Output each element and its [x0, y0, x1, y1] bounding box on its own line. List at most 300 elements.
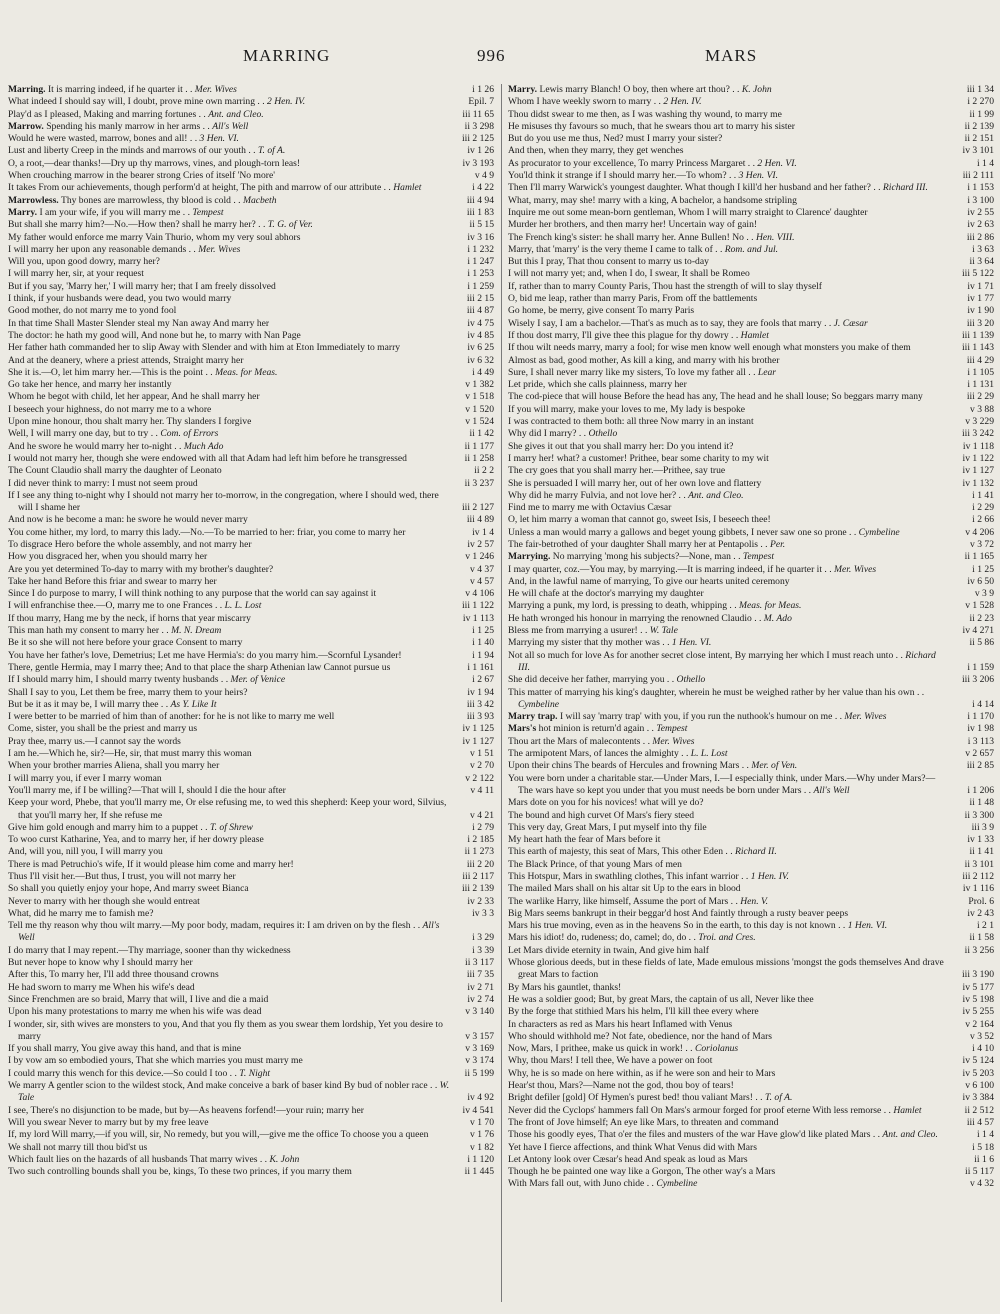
quotation-text: I think, if your husbands were dead, you two would marry [8, 293, 232, 305]
concordance-entry: Why did he marry Fulvia, and not love her? . . Ant. and Cleo. i 1 41 [508, 489, 994, 501]
line-citation: iv 1 98 [967, 723, 994, 735]
play-reference: Macbeth [242, 194, 277, 206]
quotation-text: The fair-betrothed of your daughter Shall marry her at Pentapolis [508, 538, 758, 550]
concordance-entry: This matter of marrying his king's daughter, wherein he must be weighed rather by her value than his own . . Cymbeline i 4 14 [508, 686, 994, 710]
concordance-entry: Marrying. No marrying 'mong his subjects?—None, man . . Tempest ii 1 165 [508, 551, 994, 563]
quotation-text: And he swore he would marry her to-night [8, 440, 172, 452]
line-citation: i 1 120 [467, 1153, 494, 1165]
concordance-entry: Those his goodly eyes, That o'er the files and musters of the war Have glow'd like plated Mars . . Ant. and Cleo. i 1 4 [508, 1129, 994, 1141]
concordance-entry: Lust and liberty Creep in the minds and marrows of our youth . . T. of A. iv 1 26 [8, 145, 494, 157]
concordance-entry [8, 662, 494, 674]
line-citation: iv 4 75 [467, 317, 494, 329]
play-reference: Cymbeline [656, 1178, 698, 1190]
play-reference: Troi. and Cres. [698, 932, 756, 944]
quotation-text: No marrying 'mong his subjects?—None, man [552, 551, 731, 563]
line-citation: iii 2 20 [466, 858, 494, 870]
line-citation: i 1 153 [967, 182, 994, 194]
concordance-entry [8, 158, 494, 170]
concordance-entry: Tell me thy reason why thou wilt marry.—My poor body, madam, requires it: I am driven on by the flesh . . All's Well i 3 29 [8, 920, 494, 944]
quotation-text: There, gentle Hermia, may I marry thee; And to that place the sharp Athenian law Cannot pursue us [8, 661, 391, 673]
concordance-entry [8, 711, 494, 723]
concordance-entry: As procurator to your excellence, To marry Princess Margaret . . 2 Hen. VI. i 1 4 [508, 157, 994, 169]
play-reference: M. Ado [763, 612, 792, 624]
concordance-entry [8, 687, 494, 699]
quotation-text: To woo curst Katharine, Yea, and to marry her, if her dowry please [8, 834, 264, 846]
concordance-entry: Would he were wasted, marrow, bones and all! . . 3 Hen. VI. iii 2 125 [8, 133, 494, 145]
line-citation: i 4 10 [972, 1043, 994, 1055]
line-citation: ii 1 273 [464, 846, 494, 858]
line-citation: ii 1 258 [464, 452, 494, 464]
headword: Marry trap. [508, 711, 558, 723]
quotation-text: If you will marry, make your loves to me, My lady is bespoke [508, 403, 746, 415]
line-citation: v 4 37 [470, 563, 494, 575]
concordance-entry [8, 281, 494, 293]
headword: Marry. [508, 84, 538, 95]
quotation-text: I do marry that I may repent.—Thy marriage, sooner than thy wickedness [8, 944, 291, 956]
concordance-entry: Mars's hot minion is return'd again . . Tempest iv 1 98 [508, 723, 994, 735]
quotation-text: We marry A gentler scion to the wildest stock, And make conceive a bark of baser kind By bud of nobler race [8, 1080, 428, 1092]
play-reference: Mer. of Ven. [751, 760, 798, 772]
quotation-text: I wonder, sir, sith wives are monsters to you, And that you fly them as you swear them lordship, Yet you desire to marry [8, 1018, 443, 1042]
quotation-text: But do you use me thus, Ned? must I marry your sister? [508, 133, 723, 145]
line-citation: iii 11 65 [462, 108, 494, 120]
concordance-entry [508, 281, 994, 293]
line-citation: iv 1 125 [462, 723, 494, 735]
quotation-text: Mars dote on you for his novices! what will ye do? [508, 797, 704, 809]
quotation-text: Shall I say to you, Let them be free, marry them to your heirs? [8, 686, 248, 698]
play-reference: 3 Hen. VI. [199, 133, 239, 145]
line-citation: ii 2 151 [964, 133, 994, 145]
concordance-entry [8, 391, 494, 403]
concordance-entry [508, 994, 994, 1006]
line-citation: ii 3 101 [964, 858, 994, 870]
concordance-entry [8, 1142, 494, 1154]
concordance-entry: This man hath my consent to marry her . . M. N. Dream i 1 25 [8, 625, 494, 637]
quotation-text: Since I do purpose to marry, I will think nothing to any purpose that the world can say against it [8, 588, 377, 600]
line-citation: iv 3 384 [962, 1092, 994, 1104]
concordance-entry: Marry. Lewis marry Blanch! O boy, then where art thou? . . K. John iii 1 34 [508, 84, 994, 95]
quotation-text: Mars his idiot! do, rudeness; do, camel; do, do [508, 932, 687, 944]
play-reference: Com. of Errors [160, 428, 219, 440]
play-reference: Rom. and Jul. [724, 243, 779, 255]
line-citation: iv 3 101 [962, 145, 994, 157]
line-citation: iv 6 25 [467, 342, 494, 354]
quotation-text: With Mars fall out, with Juno chide [508, 1178, 645, 1190]
quotation-text: Are you yet determined To-day to marry with my brother's daughter? [8, 563, 274, 575]
play-reference: J. Cæsar [833, 317, 868, 329]
concordance-entry: Mars his idiot! do, rudeness; do, camel; do, do . . Troi. and Cres. ii 1 58 [508, 932, 994, 944]
line-citation: i 5 18 [972, 1141, 994, 1153]
play-reference: Mer. Wives [652, 735, 695, 747]
line-citation: iv 5 177 [962, 981, 994, 993]
quotation-text: In characters as red as Mars his heart Inflamed with Venus [508, 1018, 733, 1030]
quotation-text: What indeed I should say will, I doubt, prove mine own marring [8, 96, 255, 108]
play-reference: Mer. Wives [844, 711, 887, 723]
quotation-text: I by vow am so embodied yours, That she which marries you must marry me [8, 1055, 303, 1067]
quotation-text: You'ld think it strange if I should marry her.—To whom? [508, 170, 727, 182]
line-citation: v 3 229 [965, 416, 994, 428]
quotation-text: She gives it out that you shall marry her: Do you intend it? [508, 440, 734, 452]
play-reference: Mer. Wives [194, 84, 237, 95]
concordance-entry [8, 846, 494, 858]
concordance-entry [8, 379, 494, 391]
line-citation: v 4 9 [474, 170, 494, 182]
quotation-text: I see, There's no disjunction to be made, but by—As heavens forfend!—your ruin; marry her [8, 1104, 364, 1116]
line-citation: iii 2 112 [962, 871, 994, 882]
quotation-text: Upon mine honour, thou shalt marry her. Thy slanders I forgive [8, 416, 252, 428]
line-citation: iv 1 77 [967, 293, 994, 305]
concordance-entry [8, 232, 494, 244]
line-citation: iv 1 90 [967, 305, 994, 317]
line-citation: iii 3 42 [466, 698, 494, 710]
play-reference: Tempest [742, 551, 775, 563]
line-citation: ii 2 2 [474, 465, 494, 477]
quotation-text: The front of Jove himself; An eye like Mars, to threaten and command [508, 1116, 779, 1128]
line-citation: i 3 63 [972, 243, 994, 255]
line-citation: v 3 157 [465, 1030, 494, 1042]
line-citation: iv 3 16 [467, 231, 494, 243]
quotation-text: If thou dost marry, I'll give thee this plague for thy dowry [508, 329, 729, 341]
left-column [8, 84, 494, 1304]
quotation-text: But this I pray, That thou consent to marry us to-day [508, 256, 709, 268]
concordance-entry [8, 576, 494, 588]
line-citation: i 4 49 [472, 366, 494, 378]
line-citation: iv 2 33 [467, 895, 494, 907]
concordance-entry [8, 342, 494, 354]
concordance-entry [8, 330, 494, 342]
play-reference: T. of Shrew [209, 821, 253, 833]
line-citation: i 3 39 [472, 944, 494, 956]
headword: Marrowless. [8, 194, 59, 206]
line-citation: iii 4 89 [466, 514, 494, 526]
quotation-text: Then I'll marry Warwick's youngest daughter. What though I kill'd her husband and her father? [508, 182, 871, 194]
quotation-text: Almost as bad, good mother, As kill a king, and marry with his brother [508, 354, 780, 366]
concordance-entry: And he swore he would marry her to-night . . Much Ado ii 1 177 [8, 440, 494, 452]
line-citation: ii 5 117 [965, 1166, 994, 1178]
line-citation: ii 5 15 [469, 219, 494, 231]
quotation-text: Whom he begot with child, let her appear, And he shall marry her [8, 391, 260, 403]
line-citation: v 3 140 [465, 1006, 494, 1018]
line-citation: ii 3 237 [464, 477, 494, 489]
line-citation: i 1 26 [472, 84, 494, 95]
quotation-text: Be it so she will not here before your grace Consent to marry [8, 637, 243, 649]
line-citation: ii 3 300 [964, 809, 994, 821]
concordance-entry: With Mars fall out, with Juno chide . . Cymbeline v 4 32 [508, 1178, 994, 1190]
play-reference: Per. [769, 538, 786, 550]
page-header [0, 46, 1000, 70]
quotation-text: Keep your word, Phebe, that you'll marry me, Or else refusing me, to wed this shepherd: Keep your word, Silvius, that you'll marry her, If she refuse me [8, 797, 447, 821]
concordance-entry: Not all so much for love As for another secret close intent, By marrying her which I must reach unto . . Richard III. i 1 159 [508, 649, 994, 673]
line-citation: ii 5 86 [969, 637, 994, 649]
concordance-entry: I will enfranchise thee.—O, marry me to one Frances . . L. L. Lost iii 1 122 [8, 600, 494, 612]
quotation-text: Will you, upon good dowry, marry her? [8, 256, 160, 268]
play-reference: Ant. and Cleo. [882, 1129, 938, 1141]
quotation-text: And now is he become a man: he swore he would never marry [8, 514, 248, 526]
line-citation: ii 1 177 [464, 440, 494, 452]
play-reference: Mer. Wives [198, 243, 241, 255]
line-citation: ii 1 42 [469, 428, 494, 440]
quotation-text: Go take her hence, and marry her instantly [8, 379, 172, 391]
line-citation: i 1 206 [967, 784, 994, 796]
concordance-entry [8, 650, 494, 662]
line-citation: v 4 106 [465, 588, 494, 600]
quotation-text: Come, sister, you shall be the priest and marry us [8, 723, 198, 735]
quotation-text: This earth of majesty, this seat of Mars, This other Eden [508, 846, 724, 858]
concordance-entry [508, 121, 994, 133]
concordance-entry [8, 908, 494, 920]
line-citation: ii 1 445 [464, 1166, 494, 1178]
concordance-entry: The French king's sister: he shall marry her. Anne Bullen! No . . Hen. VIII. iii 2 86 [508, 231, 994, 243]
quotation-text: It is marring indeed, if he quarter it [47, 84, 183, 95]
concordance-entry: Marrowless. Thy bones are marrowless, thy blood is cold . . Macbeth iii 4 94 [8, 194, 494, 206]
line-citation: i 1 253 [467, 268, 494, 280]
play-reference: Ant. and Cleo. [208, 108, 264, 120]
concordance-entry [8, 994, 494, 1006]
line-citation: i 3 100 [967, 194, 994, 206]
quotation-text: Big Mars seems bankrupt in their beggar'd host And faintly through a rusty beaver peeps [508, 907, 849, 919]
quotation-text: Lewis marry Blanch! O boy, then where art thou? [539, 84, 730, 95]
play-reference: All's Well [813, 784, 850, 796]
line-citation: iii 2 85 [966, 760, 994, 772]
line-citation: iii 1 122 [462, 600, 494, 612]
play-reference: Lear [757, 366, 776, 378]
line-citation: iv 4 85 [467, 329, 494, 341]
quotation-text: Let pride, which she calls plainness, marry her [508, 379, 687, 391]
quotation-text: Take her hand Before this friar and swear to marry her [8, 575, 217, 587]
quotation-text: The armipotent Mars, of lances the almighty [508, 748, 679, 760]
line-citation: iv 1 127 [462, 735, 494, 747]
line-citation: i 1 247 [467, 256, 494, 268]
line-citation: iv 2 74 [467, 993, 494, 1005]
concordance-entry: What indeed I should say will, I doubt, prove mine own marring . . 2 Hen. IV. Epil. 7 [8, 96, 494, 108]
quotation-text: Now, Mars, I prithee, make us quick in work! [508, 1043, 683, 1055]
concordance-entry [508, 355, 994, 367]
concordance-entry [8, 355, 494, 367]
line-citation: iv 5 203 [962, 1067, 994, 1079]
quotation-text: Two such controlling bounds shall you be, kings, To these two princes, if you marry them [8, 1166, 352, 1178]
quotation-text: If, my lord Will marry,—if you will, sir, No remedy, but you will,—give me the office To choose you a queen [8, 1129, 429, 1141]
play-reference: L. L. Lost [224, 600, 262, 612]
concordance-entry: But be it as it may be, I will marry thee . . As Y. Like It iii 3 42 [8, 698, 494, 710]
quotation-text: There is mad Petruchio's wife, If it would please him come and marry her! [8, 858, 294, 870]
concordance-entry [508, 256, 994, 268]
line-citation: iv 1 4 [472, 526, 494, 538]
concordance-entry [508, 1166, 994, 1178]
line-citation: v 2 657 [965, 748, 994, 760]
play-reference: 2 Hen. IV. [663, 96, 702, 108]
quotation-text: You were born under a charitable star.—Under Mars, I.—I especially think, under Mars.—Why under Mars?—The wars have so kept you under that you must needs be born under Mars [508, 772, 936, 796]
concordance-entry: You'ld think it strange if I should marry her.—To whom? . . 3 Hen. VI. iii 2 111 [508, 170, 994, 182]
line-citation: i 1 170 [967, 711, 994, 723]
concordance-entry [8, 404, 494, 416]
concordance-entry [508, 379, 994, 391]
line-citation: v 4 32 [970, 1178, 994, 1190]
line-citation: iv 6 32 [467, 354, 494, 366]
line-citation: iii 3 93 [466, 711, 494, 723]
line-citation: ii 1 41 [969, 846, 994, 858]
line-citation: iv 3 3 [472, 907, 494, 919]
line-citation: v 1 520 [465, 403, 494, 415]
play-reference: Coriolanus [694, 1043, 739, 1055]
quotation-text: Would he were wasted, marrow, bones and all! [8, 133, 188, 145]
line-citation: ii 3 117 [465, 957, 494, 969]
quotation-text: Murder her brothers, and then marry her! Uncertain way of gain! [508, 219, 758, 231]
play-reference: Richard III. [518, 649, 936, 673]
line-citation: Epil. 7 [468, 96, 494, 108]
quotation-text: And at the deanery, where a priest attends, Straight marry her [8, 354, 244, 366]
headword: Marrow. [8, 120, 44, 132]
play-reference: Richard II. [735, 846, 777, 858]
quotation-text: If I see any thing to-night why I should not marry her to-morrow, in the congregation, where I should wed, there will I shame her [8, 489, 439, 514]
line-citation: iii 7 35 [466, 969, 494, 981]
concordance-entry: Never did the Cyclops' hammers fall On Mars's armour forged for proof eterne With less remorse . . Hamlet ii 2 512 [508, 1104, 994, 1116]
quotation-text: He hath wronged his honour in marrying the renowned Claudio [508, 612, 752, 624]
concordance-entry: Marry trap. I will say 'marry trap' with you, if you run the nuthook's humour on me . . Mer. Wives i 1 170 [508, 711, 994, 723]
concordance-entry [508, 908, 994, 920]
line-citation: i 2 66 [972, 514, 994, 526]
concordance-entry [508, 441, 994, 453]
quotation-text: O, bid me leap, rather than marry Paris, From off the battlements [508, 293, 758, 305]
concordance-entry [508, 305, 994, 317]
concordance-entry: I could marry this wench for this device.—So could I too . . T. Night ii 5 199 [8, 1067, 494, 1079]
concordance-entry [8, 564, 494, 576]
line-citation: i 2 270 [967, 96, 994, 108]
quotation-text: Why did he marry Fulvia, and not love her? [508, 489, 677, 501]
line-citation: iii 2 127 [462, 502, 494, 514]
quotation-text: Never to marry with her though she would entreat [8, 895, 200, 907]
concordance-entry [8, 1019, 494, 1044]
concordance-entry: If thou dost marry, I'll give thee this plague for thy dowry . . Hamlet iii 1 139 [508, 329, 994, 341]
play-reference: L. L. Lost [690, 748, 728, 760]
line-citation: v 1 51 [470, 748, 494, 760]
concordance-entry [508, 195, 994, 207]
play-reference: 1 Hen. IV. [750, 871, 789, 882]
concordance-entry [8, 588, 494, 600]
concordance-entry: Now, Mars, I prithee, make us quick in work! . . Coriolanus i 4 10 [508, 1043, 994, 1055]
quotation-text: The cod-piece that will house Before the head has any, The head and he shall louse; So beggars marry many [508, 391, 923, 403]
line-citation: iv 1 127 [962, 465, 994, 477]
quotation-text: Yet have I fierce affections, and think What Venus did with Mars [508, 1141, 757, 1153]
quotation-text: Since Frenchmen are so braid, Marry that will, I live and die a maid [8, 993, 269, 1005]
concordance-entry: This earth of majesty, this seat of Mars, This other Eden . . Richard II. ii 1 41 [508, 846, 994, 858]
quotation-text: Bright defiler [gold] Of Hymen's purest bed! thou valiant Mars! [508, 1092, 753, 1104]
concordance-entry [8, 551, 494, 563]
quotation-text: Find me to marry me with Octavius Cæsar [508, 502, 672, 514]
play-reference: Cymbeline [518, 698, 560, 710]
play-reference: Tempest [192, 206, 224, 218]
concordance-entry: He hath wronged his honour in marrying the renowned Claudio . . M. Ado ii 2 23 [508, 612, 994, 624]
concordance-entry [8, 539, 494, 551]
quotation-text: Marrying a punk, my lord, is pressing to death, whipping [508, 600, 728, 612]
line-citation: v 1 70 [470, 1116, 494, 1128]
quotation-text: Let Antony look over Cæsar's head And speak as loud as Mars [508, 1153, 748, 1165]
concordance-entry [508, 834, 994, 846]
quotation-text: He had sworn to marry me When his wife's dead [8, 981, 195, 993]
quotation-text: The mailed Mars shall on his altar sit Up to the ears in blood [508, 883, 741, 895]
quotation-text: It takes From our achievements, though perform'd at height, The pith and marrow of our attribute [8, 182, 382, 194]
play-reference: K. John [269, 1153, 300, 1165]
quotation-text: After this, To marry her, I'll add three thousand crowns [8, 969, 219, 981]
right-column [508, 84, 994, 1304]
line-citation: Prol. 6 [968, 895, 994, 907]
concordance-entry [508, 404, 994, 416]
concordance-entry: This Hotspur, Mars in swathling clothes, This infant warrior . . 1 Hen. IV. iii 2 112 [508, 871, 994, 882]
concordance-entry: I will marry her upon any reasonable demands . . Mer. Wives i 1 232 [8, 243, 494, 255]
line-citation: ii 3 64 [969, 256, 994, 268]
quotation-text: Let Mars divide eternity in twain, And give him half [508, 944, 709, 956]
quotation-text: As procurator to your excellence, To marry Princess Margaret [508, 157, 746, 169]
concordance-entry: Give him gold enough and marry him to a puppet . . T. of Shrew i 2 79 [8, 821, 494, 833]
concordance-entry: But shall she marry him?—No.—How then? shall he marry her? . . T. G. of Ver. ii 5 15 [8, 219, 494, 231]
line-citation: iii 3 9 [971, 821, 994, 833]
play-reference: Hen. VIII. [755, 231, 795, 243]
concordance-entry [8, 982, 494, 994]
concordance-entry: The fair-betrothed of your daughter Shall marry her at Pentapolis . . Per. v 3 72 [508, 538, 994, 550]
concordance-entry [8, 773, 494, 785]
quotation-text: Whose glorious deeds, but in these fields of late, Made emulous missions 'mongst the gods themselves And drave great Mars to faction [508, 957, 944, 981]
quotation-text: The cry goes that you shall marry her.—Prithee, say true [508, 465, 726, 477]
concordance-entry [508, 416, 994, 428]
line-citation: ii 2 512 [964, 1104, 994, 1116]
quotation-text: This Hotspur, Mars in swathling clothes, This infant warrior [508, 871, 739, 882]
line-citation: v 3 88 [970, 403, 994, 415]
play-reference: 1 Hen. VI. [671, 637, 712, 649]
line-citation: iv 2 43 [967, 907, 994, 919]
concordance-entry [508, 945, 994, 957]
line-citation: iv 2 57 [467, 538, 494, 550]
quotation-text: I could marry this wench for this device.—So could I too [8, 1067, 228, 1079]
quotation-text: Those his goodly eyes, That o'er the files and musters of the war Have glow'd like plated Mars [508, 1129, 871, 1141]
quotation-text: Thy bones are marrowless, thy blood is cold [60, 194, 231, 206]
concordance-entry [508, 1055, 994, 1067]
quotation-text: He will chafe at the doctor's marrying my daughter [508, 588, 704, 600]
column-divider [501, 84, 502, 1302]
concordance-entry [508, 478, 994, 490]
quotation-text: The French king's sister: he shall marry her. Anne Bullen! No [508, 231, 744, 243]
quotation-text: Her father hath commanded her to slip Away with Slender and with him at Eton Immediately to marry [8, 342, 401, 354]
concordance-entry [508, 576, 994, 588]
line-citation: iv 5 198 [962, 993, 994, 1005]
play-reference: Mer. Wives [834, 563, 877, 575]
quotation-text: I will marry her, sir, at your request [8, 268, 144, 280]
concordance-entry: Bless me from marrying a usurer! . . W. Tale iv 4 271 [508, 625, 994, 637]
quotation-text: She did deceive her father, marrying you [508, 674, 665, 686]
quotation-text: But be it as it may be, I will marry thee [8, 698, 159, 710]
play-reference: T. of A. [764, 1092, 793, 1104]
quotation-text: When crouching marrow in the bearer strong Cries of itself 'No more' [8, 170, 275, 182]
line-citation: i 1 4 [976, 157, 994, 169]
quotation-text: Upon his many protestations to marry me when his wife was dead [8, 1006, 262, 1018]
concordance-entry: Why did I marry? . . Othello iii 3 242 [508, 428, 994, 440]
quotation-text: By Mars his gauntlet, thanks! [508, 981, 622, 993]
play-reference: 2 Hen. VI. [757, 157, 797, 169]
concordance-entry [508, 957, 994, 982]
concordance-entry [8, 1055, 494, 1067]
concordance-entry: The armipotent Mars, of lances the almighty . . L. L. Lost v 2 657 [508, 748, 994, 760]
concordance-entry [508, 502, 994, 514]
play-reference: Much Ado [183, 440, 224, 452]
play-reference: All's Well [18, 920, 440, 944]
concordance-entry: It takes From our achievements, though perform'd at height, The pith and marrow of our attribute . . Hamlet i 4 22 [8, 182, 494, 194]
concordance-entry [8, 883, 494, 895]
play-reference: Hamlet [740, 329, 769, 341]
quotation-text: She it is.—O, let him marry her.—This is the point [8, 366, 204, 378]
line-citation: iv 4 271 [962, 625, 994, 637]
play-reference: T. Night [239, 1067, 271, 1079]
concordance-entry [8, 465, 494, 477]
line-citation: i 1 105 [967, 366, 994, 378]
concordance-entry [8, 834, 494, 846]
